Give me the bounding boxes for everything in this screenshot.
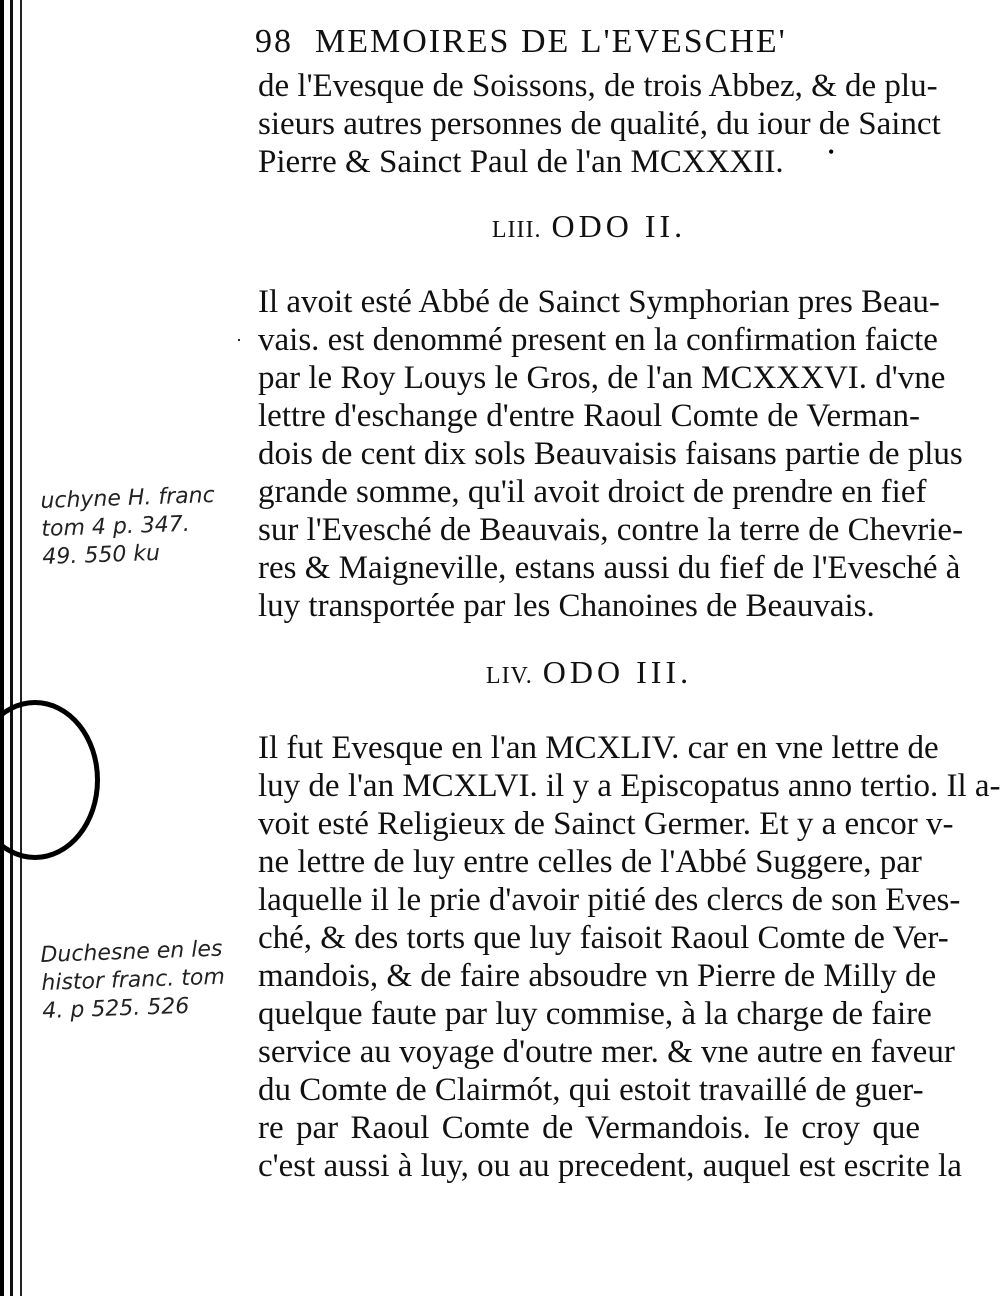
page-binding-edge [0, 0, 38, 1296]
section-line: dois de cent dix sols Beauvaisis faisans partie de plus [258, 436, 963, 472]
intro-line: sieurs autres personnes de qualité, du iour de Sainct [258, 106, 941, 142]
section-line: voit esté Religieux de Sainct Germer. Et y a encor v- [258, 806, 954, 842]
section-line: quelque faute par luy commise, à la charge de faire [258, 996, 932, 1032]
section-line: vais. est denommé present en la confirmation faicte [258, 322, 938, 358]
intro-line: Pierre & Sainct Paul de l'an MCXXXII. [258, 144, 784, 180]
page-number: 98 [255, 23, 293, 60]
running-header [255, 20, 920, 64]
section-line: res & Maigneville, estans aussi du fief de l'Evesché à [258, 550, 961, 586]
ink-speck: · [236, 330, 242, 350]
margin-note-line: 4. p 525. 526 [41, 993, 190, 1024]
ink-speck: • [828, 142, 835, 162]
section-line: lettre d'eschange d'entre Raoul Comte de Verman- [258, 398, 920, 434]
margin-note-line: 49. 550 ku [41, 540, 161, 570]
section-line: Il avoit esté Abbé de Sainct Symphorian pres Beau- [258, 284, 940, 320]
section-number: LIV. [485, 663, 533, 689]
section-line: luy de l'an MCXLVI. il y a Episcopatus anno tertio. Il a- [258, 768, 1000, 804]
intro-line: de l'Evesque de Soissons, de trois Abbez, & de plu- [258, 68, 938, 104]
margin-note [40, 936, 226, 1026]
section-line: Il fut Evesque en l'an MCXLIV. car en vne lettre de [258, 730, 939, 766]
section-line: luy transportée par les Chanoines de Beauvais. [258, 588, 875, 624]
section-line: c'est aussi à luy, ou au precedent, auquel est escrite la [258, 1148, 962, 1184]
section-heading [258, 206, 920, 250]
section-line: laquelle il le prie d'avoir pitié des clercs de son Eves- [258, 882, 961, 918]
margin-note [40, 482, 217, 572]
section-line: grande somme, qu'il avoit droict de prendre en fief [258, 474, 927, 510]
section-line: service au voyage d'outre mer. & vne autre en faveur [258, 1034, 955, 1070]
section-line: ne lettre de luy entre celles de l'Abbé Suggere, par [258, 844, 922, 880]
section-line: re par Raoul Comte de Vermandois. Ie croy que [258, 1110, 920, 1146]
section-title: ODO III. [542, 654, 693, 690]
section-line: ché, & des torts que luy faisoit Raoul Comte de Ver- [258, 920, 949, 956]
section-heading [258, 652, 920, 696]
section-line: du Comte de Clairmót, qui estoit travaillé de guer- [258, 1072, 924, 1108]
section-line: par le Roy Louys le Gros, de l'an MCXXXVI. d'vne [258, 360, 946, 396]
binding-loop-mark [0, 700, 100, 860]
section-title: ODO II. [551, 208, 687, 244]
margin-note-line: Duchesne en les [40, 936, 223, 968]
running-head-title: MEMOIRES DE L'EVESCHE' [315, 23, 787, 60]
section-number: LIII. [491, 217, 542, 243]
margin-note-line: histor franc. tom [41, 964, 226, 996]
section-line: sur l'Evesché de Beauvais, contre la terre de Chevrie- [258, 512, 964, 548]
section-line: mandois, & de faire absoudre vn Pierre de Milly de [258, 958, 937, 994]
margin-note-line: uchyne H. franc [40, 482, 216, 514]
margin-note-line: tom 4 p. 347. [41, 511, 191, 542]
